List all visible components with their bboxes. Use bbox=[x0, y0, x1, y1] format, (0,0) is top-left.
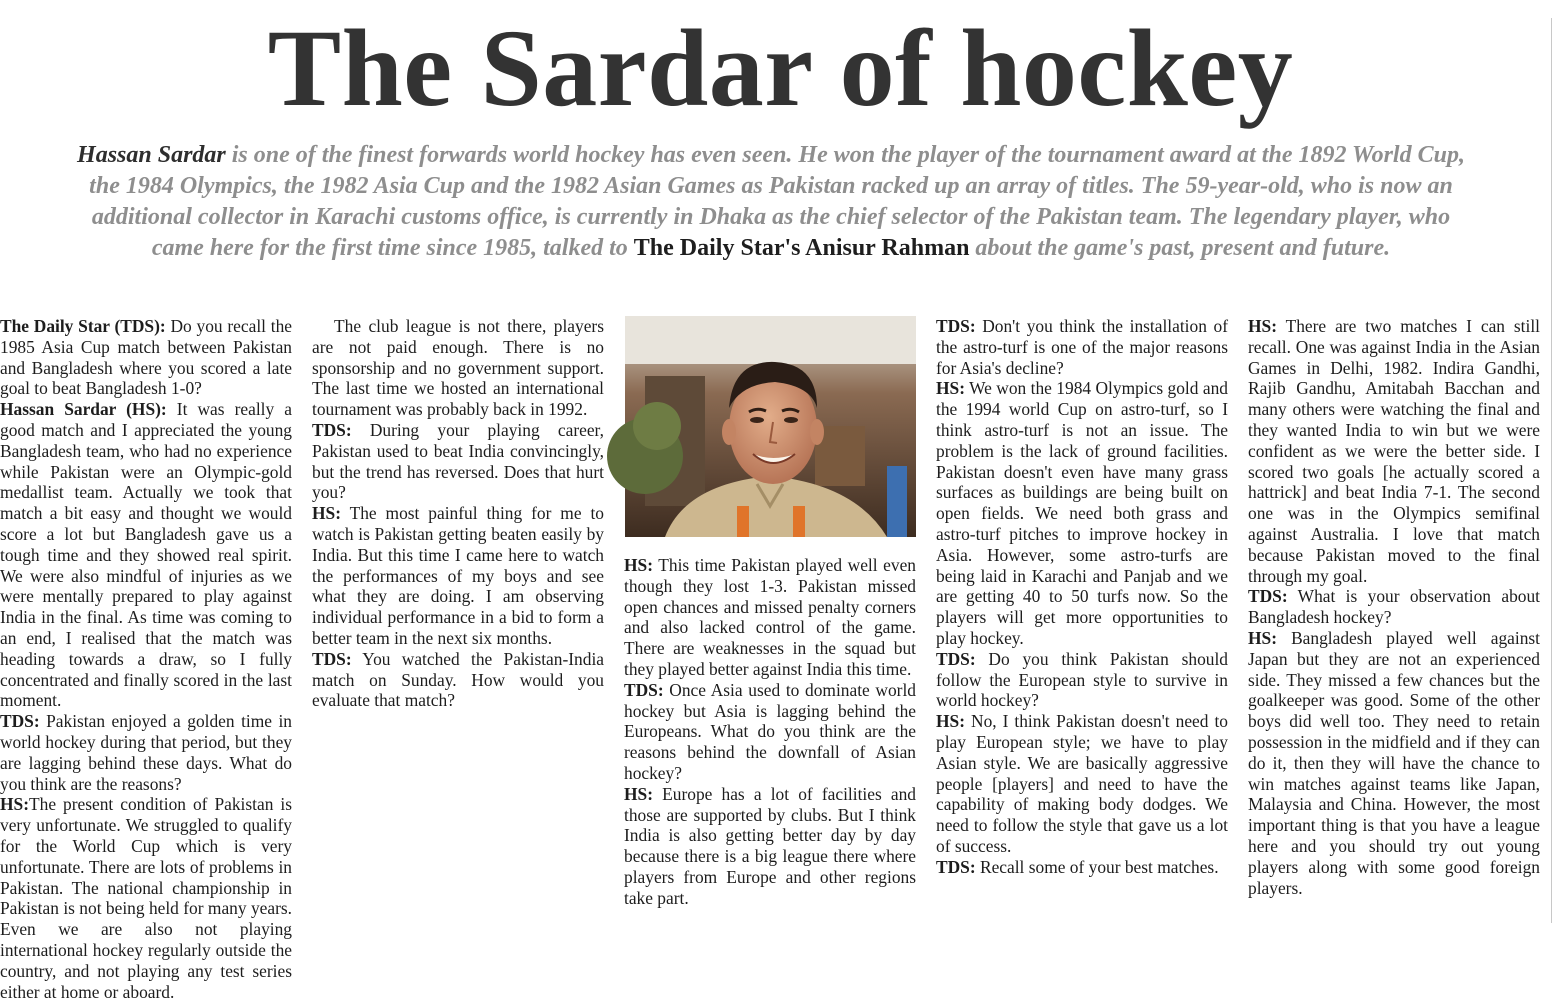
intro-byline: The Daily Star's Anisur Rahman bbox=[633, 235, 970, 261]
interview-paragraph bbox=[1248, 316, 1540, 586]
interview-paragraph bbox=[312, 316, 604, 420]
speaker-label: TDS: bbox=[312, 419, 352, 440]
speaker-label: HS: bbox=[624, 555, 653, 575]
speaker-label: The Daily Star (TDS): bbox=[0, 316, 166, 336]
interview-paragraph bbox=[1248, 628, 1540, 898]
interview-paragraph bbox=[624, 680, 916, 784]
paragraph-text: The present condition of Pakistan is very unfortunate. We struggled to qualify for the World Cup which is very unfortunate. There are lots of problems in Pakistan. The national championship in Pakistan is not being held for many years. Even we are also not playing international hockey regularly outside the country, and not playing any test series either at home or aboard. bbox=[0, 794, 292, 1002]
speaker-label: HS: bbox=[1248, 316, 1277, 336]
paragraph-text: Europe has a lot of facilities and those are supported by clubs. But I think India is also getting better day by day because there is a big league there where players from Europe and other regions take part. bbox=[624, 783, 916, 908]
speaker-label: TDS: bbox=[936, 856, 976, 877]
interview-paragraph bbox=[0, 794, 292, 1002]
interview-paragraph bbox=[312, 649, 604, 711]
paragraph-text: There are two matches I can still recall. One was against India in the Asian Games in Delhi, 1982. Indira Gandhi, Rajib Gandhu, Amitabah Bacchan and many others were watching the final and they wanted India to win but we were confident as we were the better side. I scored two goals [he actually scored a hattrick] and beat India 7-1. The second one was in the Olympics semifinal against Australia. I love that match because Pakistan moved to the final through my goal. bbox=[1248, 316, 1540, 586]
headline: The Sardar of hockey bbox=[267, 7, 1294, 129]
page-edge-rule bbox=[1551, 18, 1552, 923]
portrait-photo bbox=[625, 316, 916, 537]
article-column-5 bbox=[1248, 316, 1540, 926]
intro-text-2: about the game's past, present and future. bbox=[969, 235, 1391, 261]
speaker-label: TDS: bbox=[936, 316, 976, 336]
paragraph-text: We won the 1984 Olympics gold and the 1994 world Cup on astro-turf, so I think astro-turf is not an issue. The problem is the lack of ground facilities. Pakistan doesn't even have many grass surfaces as buildings are being built on open fields. We need both grass and astro-turf pitches to improve hockey in Asia. However, some astro-turfs are being laid in Karachi and Panjab and we are getting 40 to 50 turfs now. So the players will get more opportunities to play hockey. bbox=[936, 378, 1228, 648]
interview-paragraph bbox=[624, 555, 916, 680]
paragraph-text: This time Pakistan played well even though they lost 1-3. Pakistan missed open chances and missed penalty corners and also lacked control of the game. There are weaknesses in the squad but they played better against India this time. bbox=[624, 555, 916, 679]
interview-paragraph bbox=[936, 857, 1228, 878]
paragraph-text: You watched the Pakistan-India match on Sunday. How would you evaluate that match? bbox=[312, 648, 604, 711]
paragraph-text: What is your observation about Bangladesh hockey? bbox=[1248, 586, 1540, 628]
interview-paragraph bbox=[0, 316, 292, 399]
speaker-label: HS: bbox=[936, 711, 965, 732]
intro-standfirst bbox=[66, 140, 1476, 264]
paragraph-text: No, I think Pakistan doesn't need to play European style; we have to play Asian style. We are basically aggressive people [players] and need to have the capability of making body dodges. We need to follow the style that gave us a lot of success. bbox=[936, 711, 1228, 856]
paragraph-text: Bangladesh played well against Japan but they are not an experienced side. They missed a few chances but the goalkeeper was good. Some of the other boys did well too. They need to retain possession in the midfield and if they can do it, then they will have the chance to win matches against teams like Japan, Malaysia and China. However, the most important thing is that you have a league here and you should try out young players along with some good foreign players. bbox=[1248, 627, 1540, 898]
speaker-label: HS: bbox=[312, 503, 341, 524]
speaker-label: Hassan Sardar (HS): bbox=[0, 399, 167, 420]
interview-paragraph bbox=[936, 711, 1228, 857]
interview-paragraph bbox=[624, 784, 916, 909]
paragraph-text: Recall some of your best matches. bbox=[975, 856, 1219, 877]
interview-paragraph bbox=[312, 420, 604, 503]
interview-paragraph bbox=[312, 503, 604, 649]
paragraph-text: The club league is not there, players are not paid enough. There is no sponsorship and no government support. The last time we hosted an international tournament was probably back in 1992. bbox=[312, 316, 604, 420]
interview-paragraph bbox=[936, 649, 1228, 711]
portrait-image bbox=[625, 316, 916, 537]
paragraph-text: During your playing career, Pakistan used to beat India convincingly, but the trend has reversed. Does that hurt you? bbox=[312, 419, 604, 503]
speaker-label: TDS: bbox=[936, 648, 976, 669]
speaker-label: TDS: bbox=[312, 648, 352, 669]
article-column-3 bbox=[624, 555, 916, 926]
paragraph-text: Do you recall the 1985 Asia Cup match between Pakistan and Bangladesh where you scored a late goal to beat Bangladesh 1-0? bbox=[0, 316, 292, 399]
paragraph-text: Once Asia used to dominate world hockey but Asia is lagging behind the Europeans. What do you think are the reasons behind the downfall of Asian hockey? bbox=[624, 679, 916, 783]
article-column-1 bbox=[0, 316, 292, 1002]
interview-paragraph bbox=[0, 399, 292, 711]
speaker-label: HS: bbox=[936, 378, 965, 399]
intro-text-1: is one of the finest forwards world hockey has even seen. He won the player of the tournament award at the 1892 World Cup, the 1984 Olympics, the 1982 Asia Cup and the 1982 Asian Games as Pakistan racked up an array of titles. The 59-year-old, who is now an additional collector in Karachi customs office, is currently in Dhaka as the chief selector of the Pakistan team. The legendary player, who came here for the first time since 1985, talked to bbox=[89, 142, 1465, 261]
article-column-2 bbox=[312, 316, 604, 926]
interview-paragraph bbox=[936, 316, 1228, 378]
speaker-label: HS: bbox=[0, 794, 29, 815]
article-column-4 bbox=[936, 316, 1228, 926]
speaker-label: TDS: bbox=[624, 679, 664, 700]
speaker-label: TDS: bbox=[0, 711, 40, 732]
interview-paragraph bbox=[1248, 586, 1540, 628]
paragraph-text: Do you think Pakistan should follow the European style to survive in world hockey? bbox=[936, 648, 1228, 711]
paragraph-text: Pakistan enjoyed a golden time in world hockey during that period, but they are lagging behind these days. What do you think are the reasons? bbox=[0, 711, 292, 794]
intro-subject-name: Hassan Sardar bbox=[77, 142, 226, 168]
speaker-label: HS: bbox=[624, 783, 653, 804]
speaker-label: TDS: bbox=[1248, 586, 1288, 607]
interview-paragraph bbox=[936, 378, 1228, 648]
speaker-label: HS: bbox=[1248, 627, 1277, 648]
interview-paragraph bbox=[0, 711, 292, 794]
paragraph-text: Don't you think the installation of the astro-turf is one of the major reasons for Asia's decline? bbox=[936, 316, 1228, 378]
paragraph-text: The most painful thing for me to watch is Pakistan getting beaten easily by India. But this time I came here to watch the performances of my boys and see what they are doing. I am observing individual performance in a bid to form a better team in the next six months. bbox=[312, 503, 604, 648]
paragraph-text: It was really a good match and I appreciated the young Bangladesh team, who had no experience while Pakistan were an Olympic-gold medallist team. Actually we took that match a bit easy and thought we would score a lot but Bangladesh gave us a tough time and they showed real spirit. We were also mindful of injuries as we were mentally prepared to play against India in the final. As time was coming to an end, I realised that the match was heading towards a draw, so I fully concentrated and finally scored in the last moment. bbox=[0, 399, 292, 711]
